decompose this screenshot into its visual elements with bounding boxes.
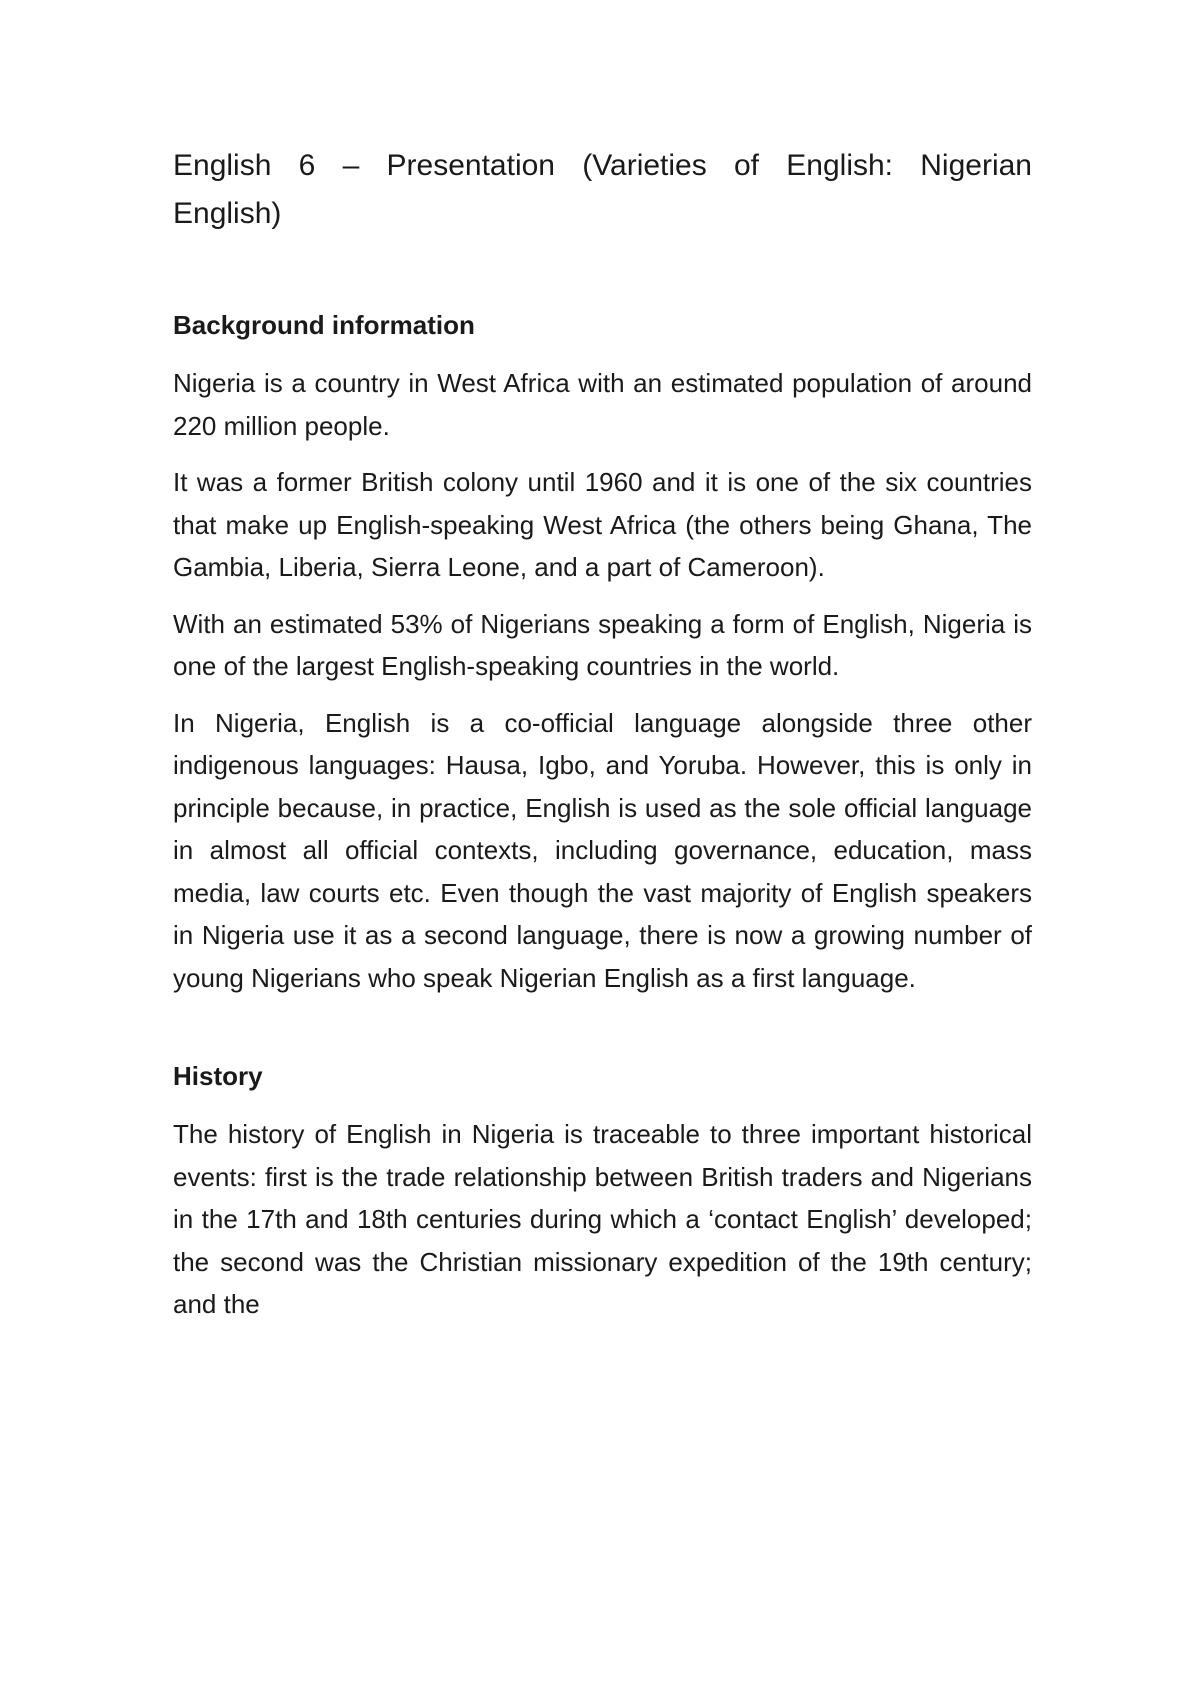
paragraph: Nigeria is a country in West Africa with an estimated population of around 220 million people. [173, 368, 1032, 441]
paragraph: In Nigeria, English is a co-official language alongside three other indigenous languages: Hausa, Igbo, and Yoruba. However, this is only in principle because, in practice, English is used as the sole official language in almost all official contexts, including governance, education, mass media, law courts etc. Even though the vast majority of English speakers in Nigeria use it as a second language, there is now a growing number of young Nigerians who speak Nigerian English as a first language. [173, 707, 1032, 993]
section-spacer [173, 1013, 1032, 1055]
section-heading-background: Background information [173, 310, 475, 340]
paragraph: It was a former British colony until 1960 and it is one of the six countries that make up English-speaking West Africa (the others being Ghana, The Gambia, Liberia, Sierra Leone, and a part of Cameroon). [173, 467, 1032, 582]
section-background-information [173, 304, 1032, 999]
paragraph: The history of English in Nigeria is traceable to three important historical events: first is the trade relationship between British traders and Nigerians in the 17th and 18th centuries during which a ‘contact English’ developed; the second was the Christian missionary expedition of the 19th century; and the [173, 1119, 1032, 1319]
document-title: English 6 – Presentation (Varieties of English: Nigerian English) [173, 149, 1032, 230]
section-heading-history: History [173, 1061, 263, 1091]
paragraph: With an estimated 53% of Nigerians speaking a form of English, Nigeria is one of the largest English-speaking countries in the world. [173, 608, 1032, 681]
section-history [173, 1055, 1032, 1326]
document-body [173, 142, 1032, 1340]
